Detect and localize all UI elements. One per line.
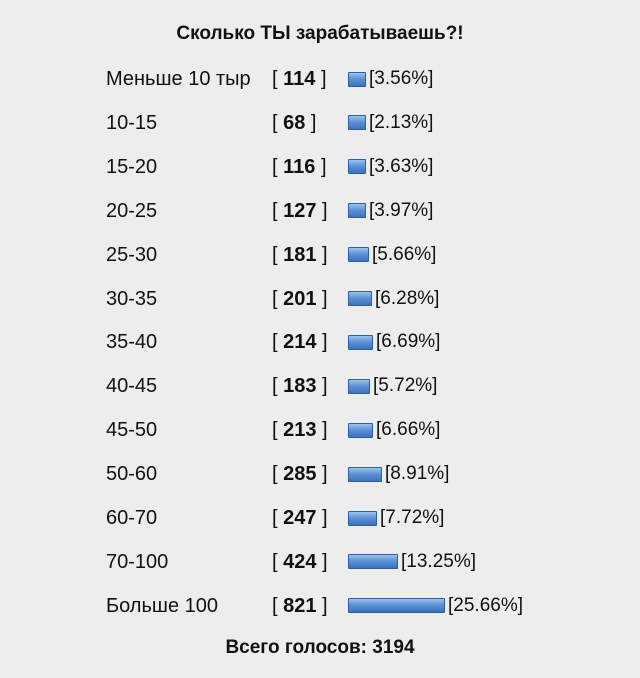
vote-count-value: 181 [283, 243, 317, 266]
bar-track [348, 372, 437, 400]
vote-count: [ 181 ] [272, 243, 328, 266]
vote-count-value: 127 [283, 199, 317, 222]
vote-count: [ 116 ] [272, 155, 327, 178]
category-label: Больше 100 [106, 594, 218, 617]
vote-count-value: 213 [283, 419, 317, 442]
category-label: 45-50 [106, 419, 158, 442]
vote-count-value: 214 [283, 331, 317, 354]
bar-track [348, 504, 444, 532]
bar-track [348, 197, 433, 225]
category-label: 70-100 [106, 550, 169, 573]
vote-count-value: 424 [283, 550, 317, 573]
vote-count: [ 821 ] [272, 594, 328, 617]
vote-count: [ 213 ] [272, 419, 328, 442]
bar-track [348, 592, 523, 620]
poll-row [0, 65, 640, 93]
poll-row [0, 153, 640, 181]
bar-track [348, 241, 436, 269]
percent-label: [3.63%] [369, 155, 434, 177]
poll-row [0, 460, 640, 488]
category-label: 10-15 [106, 111, 158, 134]
bar-track [348, 285, 439, 313]
vote-count-value: 183 [283, 375, 317, 398]
category-label: 15-20 [106, 155, 158, 178]
percent-label: [5.66%] [372, 243, 437, 265]
bar [348, 423, 373, 438]
poll-row [0, 548, 640, 576]
vote-count-value: 201 [283, 287, 317, 310]
category-label: 40-45 [106, 375, 158, 398]
percent-label: [8.91%] [385, 463, 450, 485]
percent-label: [25.66%] [448, 594, 523, 616]
category-label: 25-30 [106, 243, 158, 266]
bar-track [348, 109, 433, 137]
percent-label: [6.69%] [376, 331, 441, 353]
poll-row [0, 592, 640, 620]
bar-track [348, 328, 440, 356]
bar [348, 115, 366, 130]
bar-track [348, 460, 449, 488]
vote-count: [ 183 ] [272, 375, 328, 398]
bar-track [348, 153, 433, 181]
bar [348, 203, 366, 218]
percent-label: [3.97%] [369, 199, 434, 221]
vote-count-value: 114 [283, 68, 316, 90]
bar [348, 291, 372, 306]
vote-count-value: 247 [283, 507, 317, 529]
bar [348, 511, 377, 526]
category-label: 60-70 [106, 507, 158, 529]
percent-label: [5.72%] [373, 375, 438, 397]
bar [348, 72, 366, 87]
vote-count-value: 821 [283, 594, 317, 617]
poll-row [0, 328, 640, 356]
percent-label: [6.66%] [376, 419, 441, 441]
vote-count: [ 201 ] [272, 287, 328, 310]
percent-label: [3.56%] [369, 68, 434, 89]
bar [348, 159, 366, 174]
vote-count-value: 285 [283, 463, 317, 486]
vote-count: [ 68 ] [272, 111, 317, 134]
vote-count: [ 247 ] [272, 507, 328, 529]
poll-row [0, 241, 640, 269]
poll-row [0, 504, 640, 532]
category-label: 30-35 [106, 287, 158, 310]
bar [348, 335, 373, 350]
vote-count: [ 114 ] [272, 68, 327, 90]
poll-row [0, 372, 640, 400]
category-label: 50-60 [106, 463, 158, 486]
poll-title: Сколько ТЫ зарабатываешь?! [176, 23, 464, 44]
poll-row [0, 416, 640, 444]
total-votes: Всего голосов: 3194 [225, 637, 415, 658]
category-label: Меньше 10 тыр [106, 68, 251, 90]
vote-count: [ 285 ] [272, 463, 328, 486]
vote-count-value: 68 [283, 111, 306, 134]
bar [348, 554, 398, 569]
bar [348, 247, 369, 262]
percent-label: [2.13%] [369, 111, 434, 133]
bar-track [348, 416, 440, 444]
percent-label: [6.28%] [375, 287, 440, 309]
bar [348, 598, 445, 613]
vote-count-value: 116 [283, 155, 316, 178]
vote-count: [ 424 ] [272, 550, 328, 573]
poll-row [0, 197, 640, 225]
bar-track [348, 548, 476, 576]
bar [348, 467, 382, 482]
vote-count: [ 214 ] [272, 331, 328, 354]
poll-row [0, 285, 640, 313]
category-label: 35-40 [106, 331, 158, 354]
bar [348, 379, 370, 394]
bar-track [348, 65, 433, 93]
vote-count: [ 127 ] [272, 199, 328, 222]
category-label: 20-25 [106, 199, 158, 222]
percent-label: [7.72%] [380, 507, 445, 528]
percent-label: [13.25%] [401, 550, 476, 572]
poll-row [0, 109, 640, 137]
